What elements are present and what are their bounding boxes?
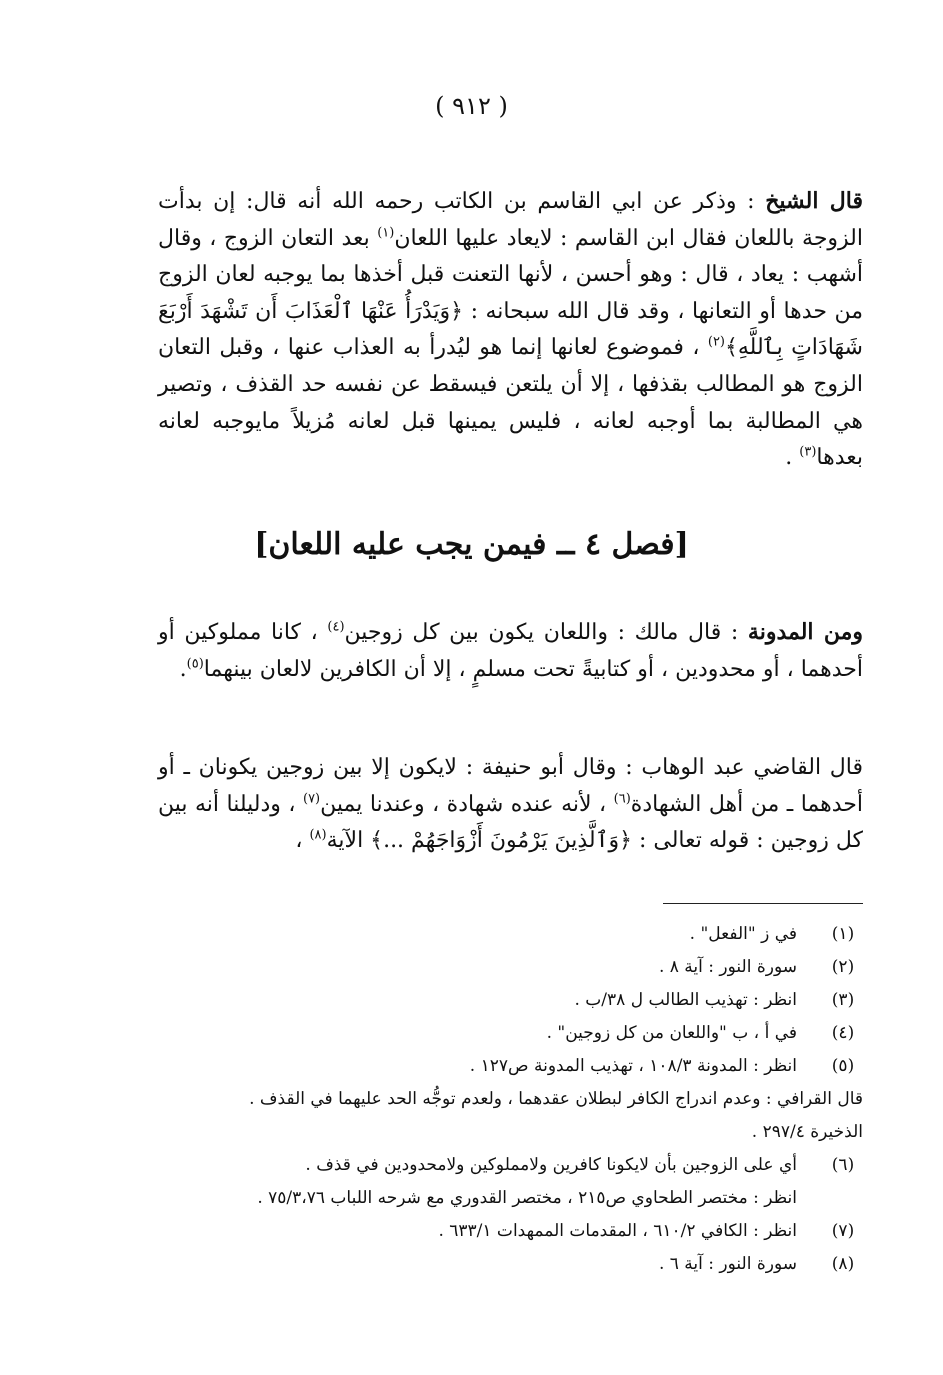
footnote-text: سورة النور : آية ٦ . <box>658 1254 797 1274</box>
paragraph-text: ، فموضوع لعانها إنما هو ليُدرأ به العذاب عنها ، وقبل التعان الزوج هو المطالب بقذفها ، إلا أن يلتعن فيسقط عن نفسه حد القذف ، وتصير هي المطالبة بما أوجبه لعانه ، فليس يمينها قبل لعانه مُزيلاً مايوجبه لعانه بعدها <box>158 335 863 471</box>
paragraph-text: . <box>179 656 187 682</box>
footnote-number: (٣) <box>831 990 855 1010</box>
paragraph-lead: ومن المدونة <box>747 619 863 645</box>
footnote-text: الذخيرة ٢٩٧/٤ . <box>751 1122 863 1142</box>
footnote-ref: (٣) <box>799 444 817 460</box>
footnote-text: انظر : مختصر الطحاوي ص٢١٥ ، مختصر القدوري مع شرحه اللباب ٧٥/٣،٧٦ . <box>257 1188 797 1208</box>
paragraph-text: . <box>785 445 800 471</box>
footnote <box>158 1050 863 1149</box>
footnote-ref: (١) <box>377 225 395 241</box>
paragraph-mudawwana <box>158 614 863 688</box>
footnote-text: أي على الزوجين بأن لايكونا كافرين ولامملوكين ولامحدودين في قذف . <box>305 1155 797 1175</box>
footnote-number: (٥) <box>831 1056 855 1076</box>
paragraph-text: ، <box>295 828 310 854</box>
paragraph-qadi <box>158 750 863 860</box>
footnote-text: سورة النور : آية ٨ . <box>658 957 797 977</box>
footnote-ref: (٨) <box>309 827 327 843</box>
footnote-number: (٦) <box>831 1155 855 1175</box>
footnote-text: انظر : المدونة ١٠٨/٣ ، تهذيب المدونة ص١٢٧ . <box>469 1056 797 1076</box>
footnotes <box>158 918 863 1281</box>
footnote-number: (٧) <box>831 1221 855 1241</box>
paragraph-text: : قال مالك : واللعان يكون بين كل زوجين <box>344 620 748 645</box>
footnote-ref: (٧) <box>302 791 321 807</box>
footnote <box>158 1248 863 1281</box>
paragraph-shaykh <box>158 183 863 477</box>
footnote <box>158 918 863 951</box>
footnote <box>158 1017 863 1050</box>
footnote-number: (١) <box>831 924 855 944</box>
paragraph-text: : وذكر عن ابي القاسم بن الكاتب رحمه الله أنه قال: إن بدأت الزوجة باللعان فقال ابن القاسم : لايعاد عليها اللعان <box>158 189 863 251</box>
paragraph-lead: قال الشيخ <box>765 188 863 214</box>
paragraph-text: ، ودليلنا أنه بين كل زوجين : قوله تعالى : ﴿وَٱلَّذِينَ يَرْمُونَ أَزْوَاجَهُمْ ...﴾ الآية <box>158 791 863 854</box>
footnote-text: في ز "الفعل" . <box>689 924 797 944</box>
footnote-number: (٤) <box>831 1023 855 1043</box>
paragraph-text: ، كانا مملوكين أو أحدهما ، أو محدودين ، أو كتابيةً تحت مسلمٍ ، إلا أن الكافرين لالعان بينهما <box>158 620 863 682</box>
footnote-ref: (٦) <box>613 791 631 807</box>
footnote-divider <box>663 903 863 904</box>
footnote <box>158 951 863 984</box>
paragraph-text: بعد التعان الزوج ، وقال أشهب : يعاد ، قال : وهو أحسن ، لأنها التعنت قبل أخذها بما يوجبه لعان الزوج من حدها أو التعانها ، وقد قال الله سبحانه : ﴿وَيَدْرَأُ عَنْهَا ٱلْعَذَابَ أَن تَشْهَدَ أَرْبَعَ شَهَادَاتٍ بِٱللَّهِ﴾ <box>158 225 863 361</box>
footnote-ref: (٤) <box>327 619 345 635</box>
footnote-ref: (٥) <box>186 656 204 672</box>
footnote-text: انظر : تهذيب الطالب ل ٣٨/ب . <box>574 990 797 1010</box>
section-heading: [فصل ٤ ــ فيمن يجب عليه اللعان] <box>254 527 689 562</box>
page-number: ( ٩١٢ ) <box>435 92 508 120</box>
footnote <box>158 1149 863 1215</box>
footnote-text: انظر : الكافي ٦١٠/٢ ، المقدمات الممهدات ٦٣٣/١ . <box>438 1221 797 1241</box>
paragraph-text: قال القاضي عبد الوهاب : وقال أبو حنيفة : لايكون إلا بين زوجين يكونان ـ أو أحدهما ـ من أهل الشهادة <box>158 755 863 817</box>
footnote <box>158 1215 863 1248</box>
footnote-number: (٨) <box>831 1254 855 1274</box>
paragraph-text: ، لأنه عنده شهادة ، وعندنا يمين <box>320 791 614 817</box>
footnote-text: في أ ، ب "واللعان من كل زوجين" . <box>546 1023 797 1043</box>
footnote-text: قال القرافي : وعدم اندراج الكافر لبطلان عقدهما ، ولعدم توجُّه الحد عليهما في القذف . <box>249 1089 863 1109</box>
footnote-ref: (٢) <box>707 335 725 351</box>
footnote-number: (٢) <box>831 957 855 977</box>
footnote <box>158 984 863 1017</box>
